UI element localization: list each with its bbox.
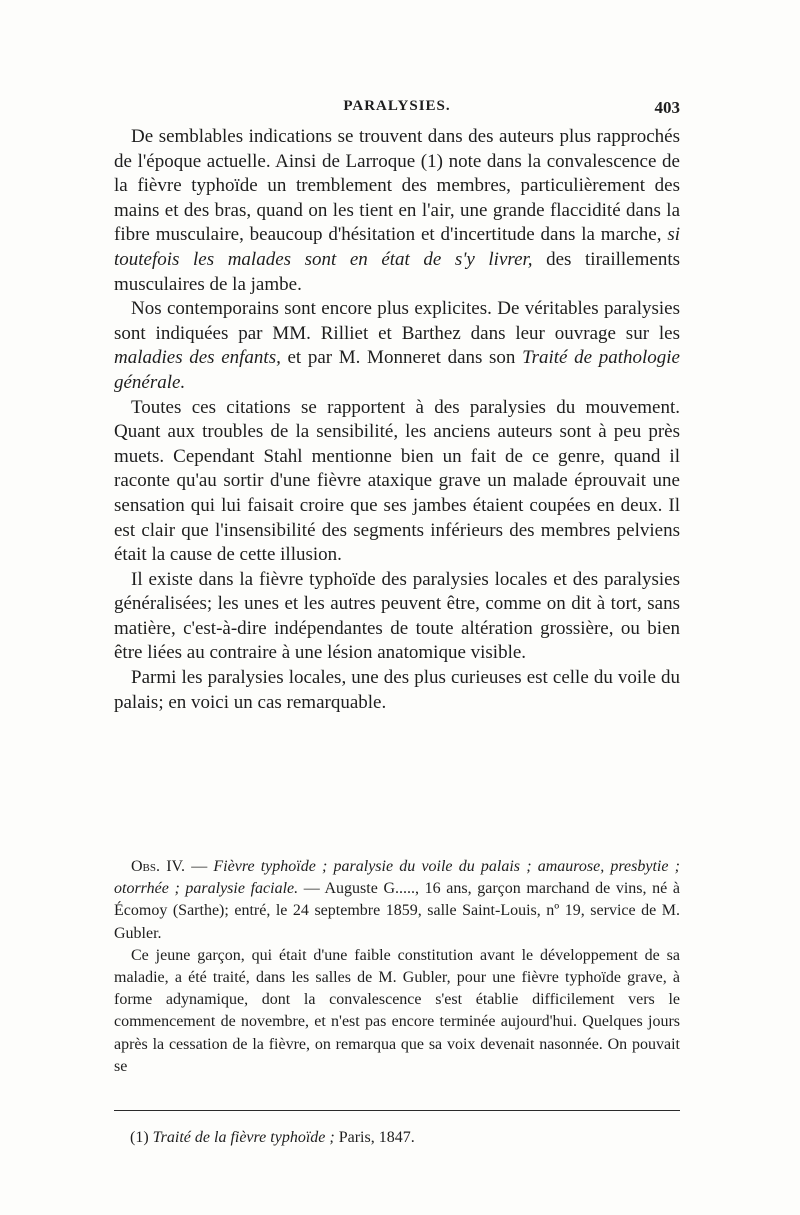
paragraph-5: Parmi les paralysies locales, une des plus curieuses est celle du voile du palais; en voici un cas remarquable. — [114, 667, 680, 713]
paragraph-2 — [114, 297, 680, 395]
main-text — [114, 125, 680, 715]
observation-paragraph: Ce jeune garçon, qui était d'une faible constitution avant le développement de sa maladie, a été traité, dans les salles de M. Gubler, pour une fièvre typhoïde grave, à forme adynamique, dont la convalescence s'est établie difficilement vers le commencement de novembre, et n'est pas encore terminée aujourd'hui. Quelques jours après la cessation de la fièvre, on remarqua que sa voix devenait nasonnée. On pouvait se — [114, 946, 680, 1075]
footnote-rule — [114, 1110, 680, 1111]
observation-label: Obs. IV. — [131, 858, 186, 875]
observation-title: Fièvre typhoïde ; paralysie du voile du palais ; amaurose, presbytie ; otorrhée ; paralysie faciale. — [114, 858, 680, 898]
footnote-title: Traité de la fièvre typhoïde ; — [152, 1129, 335, 1146]
paragraph-2-text-b: et par M. Monneret dans son — [280, 347, 523, 369]
observation-block — [114, 856, 680, 1078]
observation-heading — [114, 856, 680, 945]
running-title: PARALYSIES. — [343, 98, 451, 114]
paragraph-2-emphasis-2: Traité de pathologie générale. — [114, 347, 680, 393]
page-header — [114, 98, 680, 122]
footnote-rest: Paris, 1847. — [334, 1129, 415, 1146]
observation-details: — Auguste G....., 16 ans, garçon marchand de vins, né à Écomoy (Sarthe); entré, le 24 septembre 1859, salle Saint-Louis, nº 19, service de M. Gubler. — [114, 880, 680, 942]
paragraph-1-text-b: des tiraillements musculaires de la jambe. — [114, 248, 680, 295]
footnote-marker: (1) — [130, 1129, 153, 1146]
paragraph-2-emphasis-1: maladies des enfants, — [114, 347, 281, 369]
footnote — [130, 1128, 680, 1148]
observation-dash: — — [185, 858, 214, 875]
paragraph-2-text-a: Nos contemporains sont encore plus explicites. De véritables paralysies sont indiquées par MM. Rilliet et Barthez dans leur ouvrage sur les — [114, 298, 680, 344]
paragraph-1-emphasis: si toutefois les malades sont en état de s'y livrer, — [114, 224, 680, 270]
paragraph-3: Toutes ces citations se rapportent à des paralysies du mouvement. Quant aux troubles de la sensibilité, les anciens auteurs sont à peu près muets. Cependant Stahl mentionne bien un fait de ce genre, quand il raconte qu'au sortir d'une fièvre ataxique grave un malade éprouvait une sensation qui lui faisait croire que ses jambes étaient coupées en deux. Il est clair que l'insensibilité des segments inférieurs des membres pelviens était la cause de cette illusion. — [114, 396, 680, 566]
paragraph-1 — [114, 125, 680, 297]
paragraph-4: Il existe dans la fièvre typhoïde des paralysies locales et des paralysies généralisées; les unes et les autres peuvent être, comme on dit à tort, sans matière, c'est-à-dire indépendantes de toute altération grossière, ou bien être liées au contraire à une lésion anatomique visible. — [114, 568, 680, 664]
paragraph-1-text-a: De semblables indications se trouvent dans des auteurs plus rapprochés de l'époque actuelle. Ainsi de Larroque (1) note dans la convalescence de la fièvre typhoïde un tremblement des membres, particulièrement des mains et des bras, quand on les tient en l'air, une grande flaccidité dans la fibre musculaire, beaucoup d'hésitation et d'incertitude dans la marche, — [114, 126, 680, 246]
page-number: 403 — [654, 98, 680, 117]
